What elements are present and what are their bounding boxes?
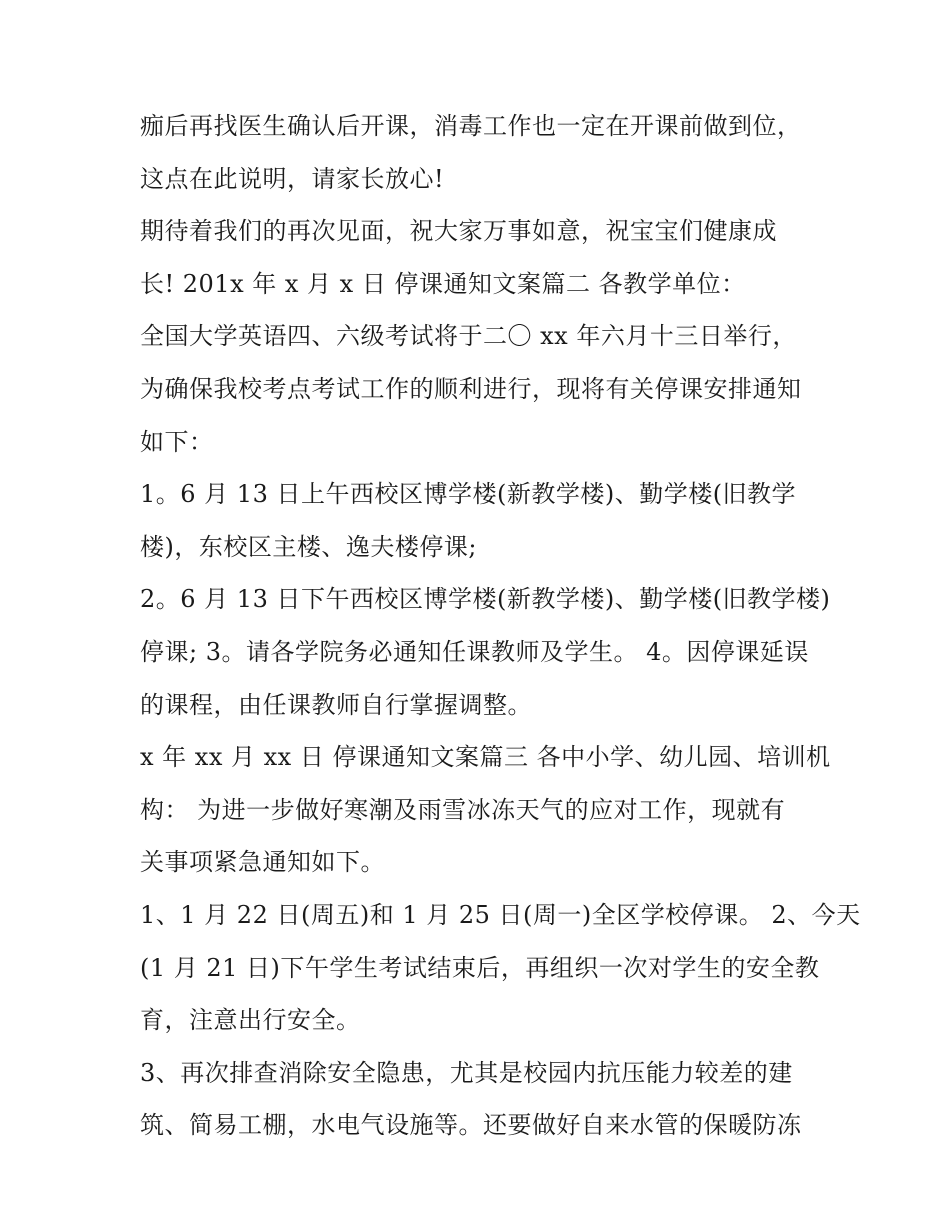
text-line: x 年 xx 月 xx 日 停课通知文案篇三 各中小学、幼儿园、培训机 — [140, 743, 831, 772]
text-line: 楼)，东校区主楼、逸夫楼停课; — [140, 532, 477, 561]
text-line: 如下： — [140, 427, 214, 456]
text-line: 育，注意出行安全。 — [140, 1006, 361, 1035]
text-line: 构： 为进一步做好寒潮及雨雪冰冻天气的应对工作，现就有 — [140, 795, 786, 824]
text-line: 关事项紧急通知如下。 — [140, 848, 385, 877]
text-line: 筑、简易工棚，水电气设施等。还要做好自来水管的保暖防冻 — [140, 1111, 802, 1140]
text-line: 停课; 3。请各学院务必通知任课教师及学生。 4。因停课延误 — [140, 637, 809, 666]
text-line: 3、再次排查消除安全隐患，尤其是校园内抗压能力较差的建 — [140, 1058, 793, 1087]
text-line: 这点在此说明，请家长放心! — [140, 164, 445, 193]
text-line: 期待着我们的再次见面，祝大家万事如意，祝宝宝们健康成 — [140, 217, 777, 246]
text-line: 全国大学英语四、六级考试将于二〇 xx 年六月十三日举行， — [140, 322, 797, 351]
text-line: 1、1 月 22 日(周五)和 1 月 25 日(周一)全区学校停课。 2、今天 — [140, 900, 861, 929]
text-line: 长! 201x 年 x 月 x 日 停课通知文案篇二 各教学单位： — [140, 269, 746, 298]
text-line: (1 月 21 日)下午学生考试结束后，再组织一次对学生的安全教 — [140, 953, 820, 982]
text-line: 的课程，由任课教师自行掌握调整。 — [140, 690, 532, 719]
text-line: 2。6 月 13 日下午西校区博学楼(新教学楼)、勤学楼(旧教学楼) — [140, 585, 831, 614]
text-line: 为确保我校考点考试工作的顺利进行，现将有关停课安排通知 — [140, 374, 802, 403]
document-body — [140, 100, 861, 1152]
text-line: 痂后再找医生确认后开课，消毒工作也一定在开课前做到位， — [140, 112, 802, 140]
text-line: 1。6 月 13 日上午西校区博学楼(新教学楼)、勤学楼(旧教学 — [140, 480, 797, 509]
